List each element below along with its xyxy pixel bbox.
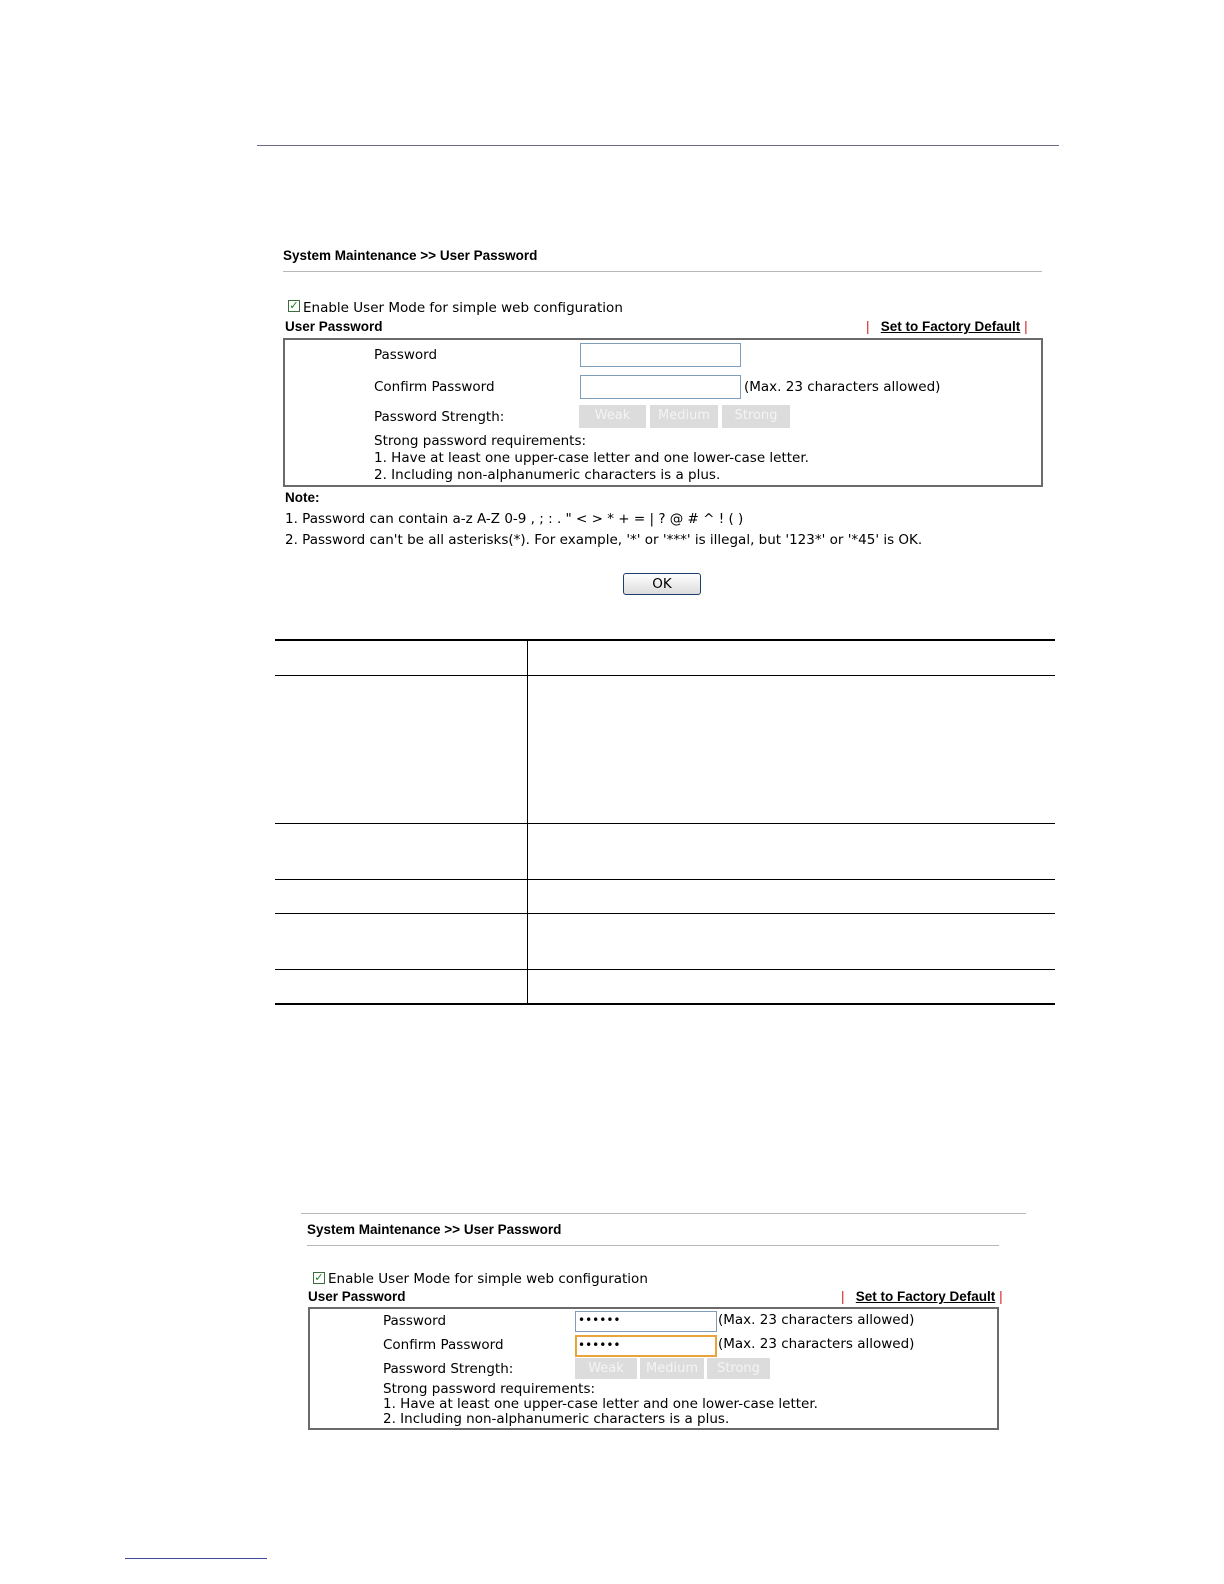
table-row-divider (275, 823, 1055, 824)
password-strength-label: Password Strength: (383, 1361, 514, 1377)
requirement-item: 2. Including non-alphanumeric characters is a plus. (383, 1411, 730, 1427)
table-bottom-border (275, 1003, 1055, 1005)
table-row-divider (275, 675, 1055, 676)
breadcrumb-divider (283, 271, 1042, 272)
strength-medium: Medium (640, 1358, 704, 1379)
breadcrumb-divider (307, 1245, 999, 1246)
password-strength-label: Password Strength: (374, 409, 505, 425)
enable-user-mode-label: Enable User Mode for simple web configuration (303, 300, 623, 316)
factory-default-group (841, 1289, 1003, 1304)
breadcrumb: System Maintenance >> User Password (283, 248, 538, 263)
note-item: 2. Password can't be all asterisks(*). For example, '*' or '***' is illegal, but '123*' or '*45' is OK. (285, 532, 923, 548)
table-top-border (275, 639, 1055, 641)
factory-default-group (866, 319, 1028, 334)
ok-button[interactable]: OK (623, 573, 701, 595)
password-input[interactable]: •••••• (575, 1311, 717, 1332)
enable-user-mode-label: Enable User Mode for simple web configuration (328, 1271, 648, 1287)
enable-user-mode-checkbox[interactable]: ✓ (314, 1271, 324, 1284)
footnote-rule (125, 1558, 267, 1559)
section-title: User Password (285, 319, 383, 334)
max-characters-note: (Max. 23 characters allowed) (744, 379, 941, 395)
enable-user-mode-checkbox[interactable]: ✓ (289, 299, 299, 312)
password-input[interactable] (580, 343, 741, 367)
set-to-factory-default-link[interactable]: Set to Factory Default (855, 1289, 996, 1304)
screenshot-top-border (301, 1213, 1026, 1214)
requirement-item: 1. Have at least one upper-case letter and one lower-case letter. (374, 450, 809, 466)
confirm-password-label: Confirm Password (383, 1337, 504, 1353)
separator: | (866, 319, 870, 334)
strength-strong: Strong (707, 1358, 770, 1379)
max-characters-note: (Max. 23 characters allowed) (718, 1312, 915, 1328)
set-to-factory-default-link[interactable]: Set to Factory Default (880, 319, 1021, 334)
strength-medium: Medium (650, 405, 718, 428)
password-label: Password (374, 347, 438, 363)
confirm-password-input[interactable] (580, 375, 741, 399)
note-item: 1. Password can contain a-z A-Z 0-9 , ; : . " < > * + = | ? @ # ^ ! ( ) (285, 511, 744, 527)
table-row-divider (275, 879, 1055, 880)
confirm-password-input[interactable]: •••••• (575, 1335, 717, 1357)
requirements-title: Strong password requirements: (374, 433, 587, 449)
section-title: User Password (308, 1289, 406, 1304)
requirements-title: Strong password requirements: (383, 1381, 596, 1397)
strength-weak: Weak (575, 1358, 637, 1379)
breadcrumb: System Maintenance >> User Password (307, 1222, 562, 1237)
strength-strong: Strong (722, 405, 790, 428)
separator: | (999, 1289, 1003, 1304)
separator: | (1024, 319, 1028, 334)
table-column-divider (527, 640, 528, 1004)
max-characters-note: (Max. 23 characters allowed) (718, 1336, 915, 1352)
requirement-item: 2. Including non-alphanumeric characters is a plus. (374, 467, 721, 483)
separator: | (841, 1289, 845, 1304)
requirement-item: 1. Have at least one upper-case letter and one lower-case letter. (383, 1396, 818, 1412)
page-header-rule (257, 145, 1059, 146)
confirm-password-label: Confirm Password (374, 379, 495, 395)
note-title: Note: (285, 490, 320, 505)
table-row-divider (275, 969, 1055, 970)
table-row-divider (275, 913, 1055, 914)
password-label: Password (383, 1313, 447, 1329)
strength-weak: Weak (579, 405, 646, 428)
